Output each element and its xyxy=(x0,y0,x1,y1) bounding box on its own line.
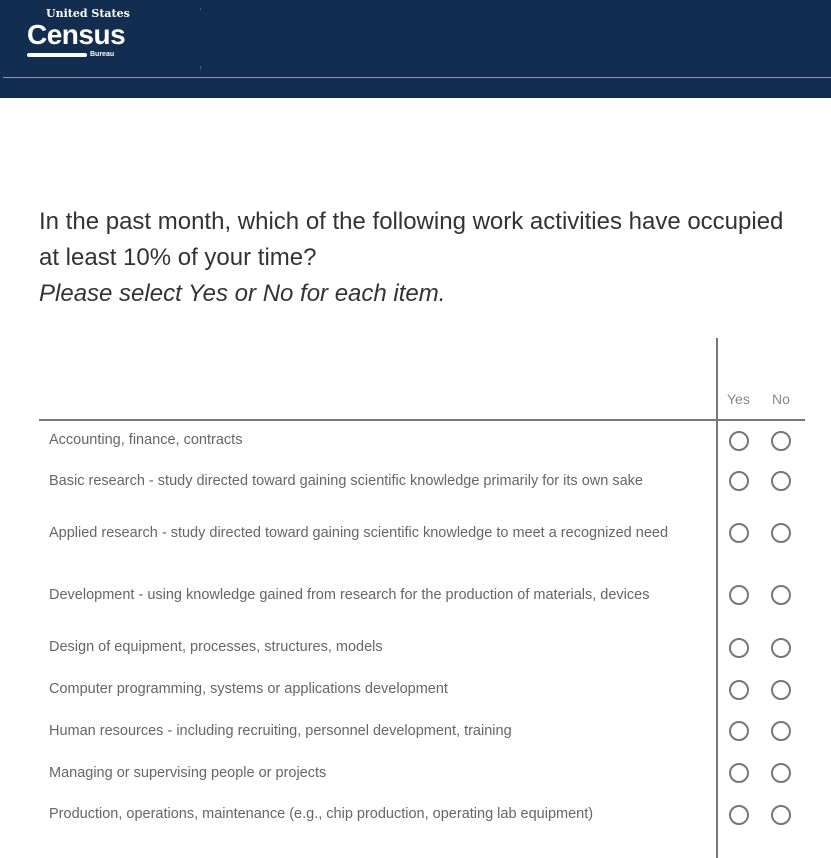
no-radio[interactable] xyxy=(771,805,791,825)
question-instruction: Please select Yes or No for each item. xyxy=(39,280,446,307)
no-radio[interactable] xyxy=(771,638,791,658)
row-label: Development - using knowledge gained from research for the production of materials, devices xyxy=(49,586,650,603)
grid-row xyxy=(39,502,805,564)
logo-line1: United States xyxy=(46,7,130,20)
grid-row xyxy=(39,794,805,835)
divider-tick xyxy=(200,8,201,10)
grid-row xyxy=(39,752,805,794)
site-header xyxy=(0,0,831,98)
grid-row xyxy=(39,710,805,752)
row-label: Design of equipment, processes, structures, models xyxy=(49,639,383,655)
yes-radio[interactable] xyxy=(729,805,749,825)
row-label: Production, operations, maintenance (e.g., chip production, operating lab equipment) xyxy=(49,806,594,822)
row-label: Computer programming, systems or applications development xyxy=(49,681,448,697)
no-radio[interactable] xyxy=(771,585,791,605)
no-radio[interactable] xyxy=(771,763,791,783)
logo-line3: Bureau xyxy=(90,51,115,58)
yes-radio[interactable] xyxy=(729,638,749,658)
yes-radio[interactable] xyxy=(729,431,749,451)
no-radio[interactable] xyxy=(771,431,791,451)
yes-no-grid xyxy=(39,338,805,835)
no-radio[interactable] xyxy=(771,471,791,491)
grid-row xyxy=(39,460,805,502)
no-radio[interactable] xyxy=(771,680,791,700)
header-rule xyxy=(3,77,831,78)
no-radio[interactable] xyxy=(771,523,791,543)
census-bureau-logo[interactable] xyxy=(27,7,130,60)
yes-radio[interactable] xyxy=(729,471,749,491)
row-label: Basic research - study directed toward gaining scientific knowledge primarily for its own sake xyxy=(49,472,643,489)
logo-underline xyxy=(27,53,87,57)
no-radio[interactable] xyxy=(771,721,791,741)
grid-row xyxy=(39,669,805,710)
row-label: Human resources - including recruiting, personnel development, training xyxy=(49,722,512,739)
row-label: Managing or supervising people or projects xyxy=(49,764,327,781)
divider-tick xyxy=(200,66,201,69)
yes-radio[interactable] xyxy=(729,763,749,783)
question-text: In the past month, which of the following work activities have occupied at least 10% of your time? xyxy=(39,208,784,271)
row-label: Applied research - study directed toward gaining scientific knowledge to meet a recognized need xyxy=(49,524,669,541)
grid-header xyxy=(39,338,805,421)
column-header-yes: Yes xyxy=(727,391,750,407)
row-label: Accounting, finance, contracts xyxy=(49,432,243,448)
yes-radio[interactable] xyxy=(729,721,749,741)
yes-radio[interactable] xyxy=(729,680,749,700)
question xyxy=(39,204,809,312)
grid-row xyxy=(39,626,805,669)
column-header-no: No xyxy=(772,391,790,407)
yes-radio[interactable] xyxy=(729,585,749,605)
grid-row xyxy=(39,421,805,460)
yes-radio[interactable] xyxy=(729,523,749,543)
logo-line2: Census xyxy=(27,19,126,50)
grid-row xyxy=(39,564,805,626)
